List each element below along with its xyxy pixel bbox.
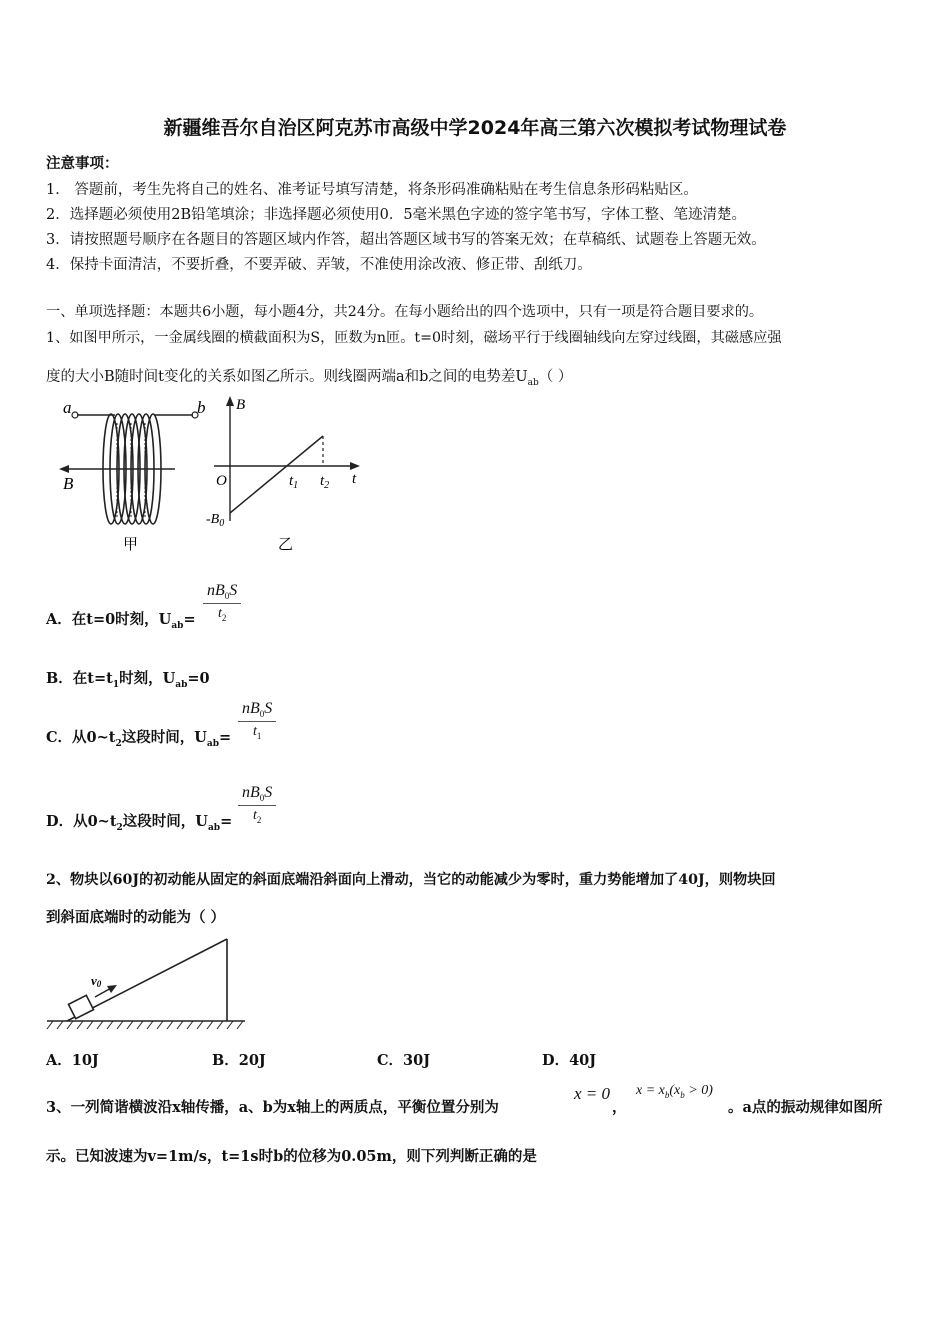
- q3-stem-line2: 示。已知波速为v=1m/s，t=1s时b的位移为0.05m，则下列判断正确的是: [46, 1148, 537, 1165]
- page-title: 新疆维吾尔自治区阿克苏市高级中学2024年高三第六次模拟考试物理试卷: [163, 117, 787, 139]
- notice-item-4: 4．保持卡面清洁，不要折叠，不要弄破、弄皱，不准使用涂改液、修正带、刮纸刀。: [46, 257, 592, 273]
- q1-option-b: B．在$t=t_1$时刻，$U_{ab}=0$: [46, 670, 210, 690]
- q1-option-a: A．在t=0时刻，$U_{ab}=$: [46, 611, 196, 631]
- figure-caption-yi: 乙: [278, 537, 294, 553]
- graph-label-t1: $t_1$: [289, 473, 299, 491]
- figure-caption-jia: 甲: [123, 537, 139, 553]
- coil-label-b: b: [197, 398, 205, 417]
- q1-option-a-fraction: $\frac{nB_0S}{t_2}$: [203, 582, 241, 623]
- incline-label-v0: v0: [91, 973, 102, 989]
- q2-option-b: B．20J: [212, 1052, 266, 1069]
- notice-item-1: 1． 答题前，考生先将自己的姓名、准考证号填写清楚，将条形码准确粘贴在考生信息条形码粘贴区。: [46, 182, 698, 198]
- q2-option-d: D．40J: [542, 1052, 597, 1069]
- q3-stem-line1: 3、一列简谐横波沿x轴传播，a、b为x轴上的两质点，平衡位置分别为: [46, 1099, 499, 1116]
- q2-figure-incline: [45, 933, 250, 1033]
- notice-heading: 注意事项：: [46, 155, 119, 172]
- q1-option-c: C．从$0\sim t_2$这段时间，$U_{ab}=$: [46, 729, 232, 749]
- q3-stem-line1-end: 。a点的振动规律如图所: [728, 1099, 883, 1116]
- graph-label-origin: O: [216, 473, 227, 489]
- notice-item-3: 3．请按照题号顺序在各题目的答题区域内作答，超出答题区域书写的答案无效；在草稿纸、试题卷上答题无效。: [46, 232, 766, 248]
- graph-label-B: B: [236, 397, 246, 413]
- q3-comma: ，: [612, 1099, 627, 1116]
- q1-option-c-fraction: $\frac{nB_0S}{t_1}$: [238, 700, 276, 741]
- q1-option-d: D．从$0\sim t_2$这段时间，$U_{ab}=$: [46, 813, 233, 833]
- q1-figure-coil: [55, 393, 205, 553]
- coil-label-B: B: [63, 474, 74, 493]
- graph-label-negB0: $-B_0$: [206, 512, 225, 529]
- q3-equation-xb: $x = x_b(x_b > 0)$: [636, 1083, 713, 1100]
- q2-stem-line2: 到斜面底端时的动能为（ ）: [46, 909, 226, 926]
- graph-label-t: t: [352, 471, 357, 487]
- coil-label-a: a: [63, 398, 72, 417]
- graph-label-t2: $t_2$: [320, 473, 330, 491]
- notice-item-2: 2．选择题必须使用2B铅笔填涂；非选择题必须使用0．5毫米黑色字迹的签字笔书写，字体工整、笔迹清楚。: [46, 207, 747, 223]
- q1-stem-line2: 度的大小B随时间t变化的关系如图乙所示。则线圈两端a和b之间的电势差$U_{ab}$（ ）: [46, 369, 573, 388]
- q3-equation-xa: x = 0: [574, 1084, 611, 1103]
- q2-option-a: A．10J: [46, 1052, 99, 1069]
- q2-option-c: C．30J: [377, 1052, 431, 1069]
- section-heading: 一、单项选择题：本题共6小题，每小题4分，共24分。在每小题给出的四个选项中，只有一项是符合题目要求的。: [46, 304, 764, 320]
- q1-option-d-fraction: $\frac{nB_0S}{t_2}$: [238, 784, 276, 825]
- q1-figure-graph: [200, 393, 370, 553]
- q2-stem-line1: 2、物块以60J的初动能从固定的斜面底端沿斜面向上滑动，当它的动能减少为零时，重力势能增加了40J，则物块回: [46, 872, 776, 888]
- q1-stem-line1: 1、如图甲所示，一金属线圈的横截面积为S，匝数为n匝。t=0时刻，磁场平行于线圈轴线向左穿过线圈，其磁感应强: [46, 330, 782, 346]
